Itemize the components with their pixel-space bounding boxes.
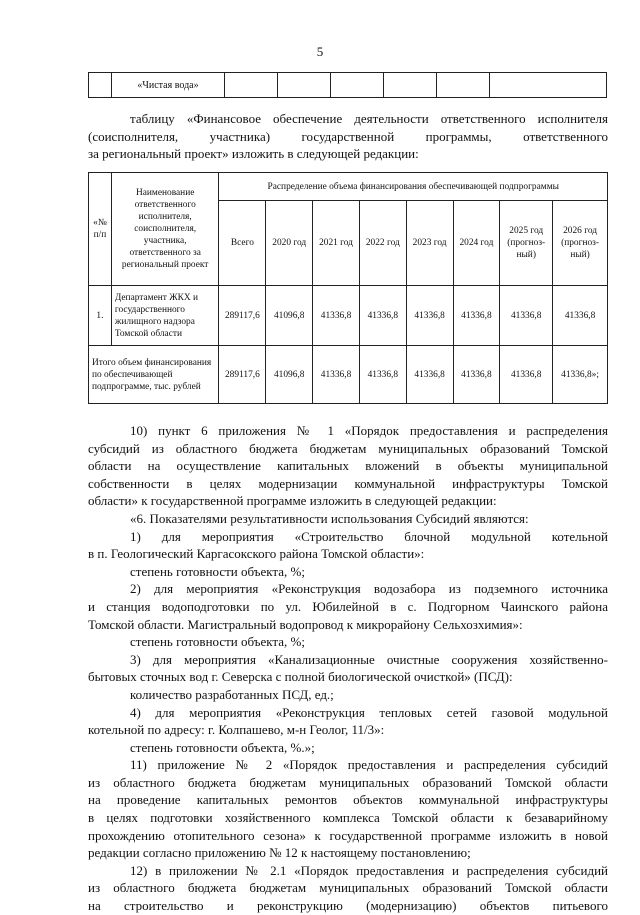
total-value: 41336,8 [359, 346, 406, 404]
text-line: степень готовности объекта, %; [130, 634, 305, 650]
continuation-table [88, 72, 607, 98]
header-year: 2020 год [266, 201, 313, 286]
total-row-name: Итого объем финансирования по обеспечивающей подпрограмме, тыс. рублей [89, 346, 219, 404]
table-cell [384, 73, 437, 98]
text-line: в п. Геологический Каргасокского района Томской области»: [88, 546, 425, 562]
row-value: 41336,8 [453, 286, 500, 346]
text-line: 2) для мероприятия «Реконструкция водозабора из подземного источника [130, 581, 608, 597]
text-line: количество разработанных ПСД, ед.; [130, 686, 334, 702]
financing-table [88, 172, 608, 404]
text-line: на проведение капитальных ремонтов объектов коммунальной инфраструктуры [88, 792, 608, 808]
text-line: редакции согласно приложению № 12 к настоящему постановлению; [88, 845, 471, 861]
text-line: 1) для мероприятия «Строительство блочной модульной котельной [130, 528, 608, 544]
text-line: Томской области. Магистральный водопровод к микрорайону Сельхозхимия»: [88, 616, 523, 632]
text-line: субсидий из областного бюджета бюджетам муниципальных образований Томской [88, 440, 608, 456]
text-line: собственности в целях модернизации коммунальной инфраструктуры Томской [88, 475, 608, 491]
total-value: 41336,8 [313, 346, 360, 404]
text-line: на строительство и реконструкцию (модернизацию) объектов питьевого [88, 898, 608, 914]
text-line: и станция водоподготовки по ул. Юбилейной в с. Подгорном Чаинского района [88, 598, 608, 614]
total-value: 41096,8 [266, 346, 313, 404]
total-value: 41336,8»; [553, 346, 608, 404]
row-value: 41336,8 [500, 286, 553, 346]
table-cell [490, 73, 607, 98]
text-line: в целях подготовки хозяйственного комплекса Томской области к безаварийному [88, 810, 608, 826]
text-line: (соисполнителя, участника) государственной программы, ответственного [88, 128, 608, 144]
text-line: степень готовности объекта, %.»; [130, 739, 315, 755]
row-value: 289117,6 [219, 286, 266, 346]
text-line: степень готовности объекта, %; [130, 563, 305, 579]
row-value: 41096,8 [266, 286, 313, 346]
table-cell [437, 73, 490, 98]
text-line: 11) приложение № 2 «Порядок предоставления и распределения субсидий [130, 757, 608, 773]
header-year: 2026 год (прогноз-ный) [553, 201, 608, 286]
row-name: Департамент ЖКХ и государственного жилищного надзора Томской области [111, 286, 219, 346]
intro-paragraph [88, 110, 608, 163]
text-line: области» к государственной программе изложить в следующей редакции: [88, 493, 497, 509]
header-year: 2022 год [359, 201, 406, 286]
text-line: 4) для мероприятия «Реконструкция тепловых сетей газовой модульной [130, 704, 608, 720]
table-cell [278, 73, 331, 98]
text-line: из областного бюджета бюджетам муниципальных образований Томской области [88, 774, 608, 790]
row-value: 41336,8 [406, 286, 453, 346]
header-year: 2023 год [406, 201, 453, 286]
total-value: 41336,8 [406, 346, 453, 404]
table-cell [89, 73, 112, 98]
row-num: 1. [89, 286, 112, 346]
text-line: за региональный проект» изложить в следующей редакции: [88, 146, 419, 162]
text-line: котельной по адресу: г. Колпашево, м-н Геолог, 11/3»: [88, 722, 385, 738]
total-value: 289117,6 [219, 346, 266, 404]
text-line: 3) для мероприятия «Канализационные очистные сооружения хозяйственно- [130, 651, 608, 667]
header-group: Распределение объема финансирования обеспечивающей подпрограммы [219, 173, 608, 201]
table-cell [331, 73, 384, 98]
total-value: 41336,8 [500, 346, 553, 404]
row-value: 41336,8 [313, 286, 360, 346]
table-cell [225, 73, 278, 98]
header-name: Наименование ответственного исполнителя, соисполнителя, участника, ответственного за региональный проект [111, 173, 219, 286]
table-cell: «Чистая вода» [112, 73, 225, 98]
header-num: «№ п/п [89, 173, 112, 286]
header-year: Всего [219, 201, 266, 286]
text-line: 10) пункт 6 приложения № 1 «Порядок предоставления и распределения [130, 423, 608, 438]
header-year: 2025 год (прогноз-ный) [500, 201, 553, 286]
body-text [88, 422, 608, 915]
header-year: 2024 год [453, 201, 500, 286]
row-value: 41336,8 [359, 286, 406, 346]
header-year: 2021 год [313, 201, 360, 286]
total-value: 41336,8 [453, 346, 500, 404]
text-line: таблицу «Финансовое обеспечение деятельности ответственного исполнителя [130, 111, 608, 126]
text-line: 12) в приложении № 2.1 «Порядок предоставления и распределения субсидий [130, 862, 608, 878]
row-value: 41336,8 [553, 286, 608, 346]
text-line: «6. Показателями результативности использования Субсидий являются: [130, 510, 529, 526]
text-line: прохождению отопительного сезона» к государственной программе изложить в новой [88, 827, 608, 843]
text-line: бытовых сточных вод г. Северска с полной биологической очисткой» (ПСД): [88, 669, 513, 685]
page-number: 5 [316, 44, 324, 59]
text-line: из областного бюджета бюджетам муниципальных образований Томской области [88, 880, 608, 896]
text-line: области на осуществление капитальных вложений в объекты муниципальной [88, 458, 608, 474]
